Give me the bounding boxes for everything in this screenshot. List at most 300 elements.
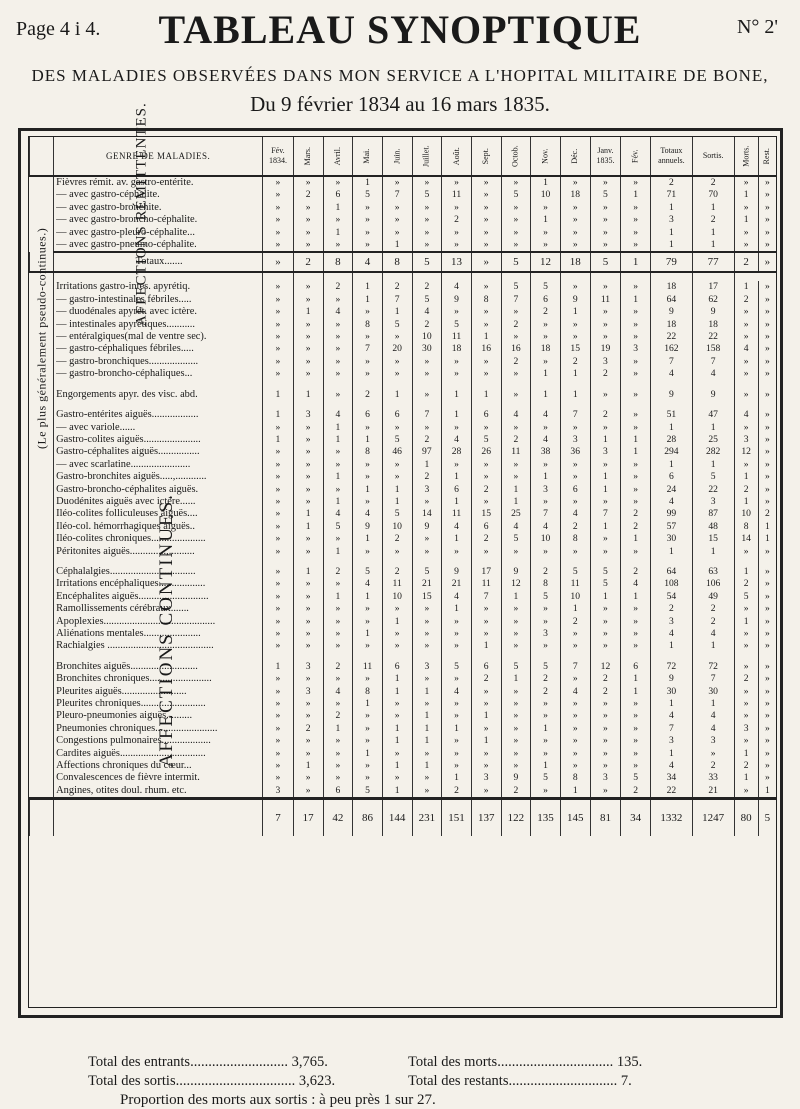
disease-name: Gastro-bronchites aiguës.....,............: [54, 471, 263, 483]
month-value: 1: [353, 748, 383, 760]
month-value: »: [501, 368, 531, 380]
month-value: »: [293, 772, 323, 784]
month-value: »: [621, 176, 651, 189]
month-value: »: [263, 578, 294, 590]
rest-value: »: [758, 496, 776, 508]
month-value: »: [263, 239, 294, 252]
sortis-value: 30: [692, 686, 734, 698]
sortis-value: 17: [692, 281, 734, 293]
rest-value: »: [758, 591, 776, 603]
month-value: »: [621, 306, 651, 318]
month-value: »: [590, 785, 621, 799]
spacer-cell: [692, 272, 734, 281]
grand-total-morts: 80: [734, 799, 758, 837]
month-value: 2: [442, 214, 472, 226]
month-value: »: [382, 471, 412, 483]
month-value: »: [621, 459, 651, 471]
month-value: »: [293, 698, 323, 710]
disease-name: Ramollissements cérébraux.......: [54, 603, 263, 615]
month-value: 2: [382, 566, 412, 578]
month-value: 3: [293, 409, 323, 421]
month-value: 1: [621, 446, 651, 458]
section-title: AFFECTIONS CONTINUES.: [155, 492, 177, 768]
month-value: »: [560, 735, 590, 747]
month-value: »: [293, 356, 323, 368]
month-value: 1: [353, 591, 383, 603]
disease-name: Totaux.......: [54, 252, 263, 272]
month-value: »: [293, 214, 323, 226]
spacer-cell: [471, 558, 501, 566]
month-value: »: [293, 748, 323, 760]
morts-value: 1: [734, 748, 758, 760]
month-value: »: [353, 723, 383, 735]
rest-value: »: [758, 578, 776, 590]
month-value: »: [293, 176, 323, 189]
sortis-header: Sortis.: [692, 137, 734, 176]
annual-total: 4: [651, 628, 693, 640]
grand-total-month: 7: [263, 799, 294, 837]
morts-value: »: [734, 546, 758, 558]
table-row: [30, 422, 777, 434]
table-row: [30, 446, 777, 458]
rest-value: »: [758, 239, 776, 252]
month-value: »: [501, 686, 531, 698]
month-value: 2: [412, 434, 442, 446]
month-value: 2: [382, 533, 412, 545]
spacer-cell: [692, 653, 734, 661]
month-value: »: [471, 306, 501, 318]
spacer-cell: [382, 401, 412, 409]
spacer-cell: [54, 401, 263, 409]
grand-total-month: 135: [531, 799, 561, 837]
rest-value: »: [758, 389, 776, 401]
month-value: 1: [263, 661, 294, 673]
month-value: 2: [590, 368, 621, 380]
month-value: 1: [382, 760, 412, 772]
month-value: »: [263, 471, 294, 483]
rest-value: »: [758, 686, 776, 698]
spacer-cell: [692, 401, 734, 409]
month-value: »: [263, 214, 294, 226]
morts-value: »: [734, 422, 758, 434]
month-value: 2: [560, 356, 590, 368]
month-value: 4: [560, 508, 590, 520]
month-value: 1: [471, 735, 501, 747]
month-header: Octob.: [501, 137, 531, 176]
rest-value: »: [758, 566, 776, 578]
month-value: 3: [263, 785, 294, 799]
month-header: Juin.: [382, 137, 412, 176]
month-value: »: [621, 239, 651, 252]
month-value: »: [590, 496, 621, 508]
spacer-cell: [442, 401, 472, 409]
annual-total: 54: [651, 591, 693, 603]
month-value: »: [621, 748, 651, 760]
month-value: 12: [501, 578, 531, 590]
month-value: »: [501, 748, 531, 760]
month-value: 1: [442, 389, 472, 401]
month-value: 2: [621, 521, 651, 533]
month-value: »: [560, 422, 590, 434]
disease-name: Iléo-colites folliculeuses aiguës....: [54, 508, 263, 520]
rest-value: »: [758, 319, 776, 331]
disease-name: Céphalalgies.................................: [54, 566, 263, 578]
month-value: 7: [590, 508, 621, 520]
month-value: 28: [442, 446, 472, 458]
month-value: »: [621, 616, 651, 628]
month-value: »: [531, 785, 561, 799]
spacer-cell: [323, 558, 353, 566]
morts-value: »: [734, 356, 758, 368]
month-value: »: [560, 227, 590, 239]
sortis-value: 9: [692, 389, 734, 401]
month-value: »: [471, 227, 501, 239]
month-value: »: [323, 628, 353, 640]
month-value: »: [323, 640, 353, 652]
month-value: 1: [293, 508, 323, 520]
month-value: 1: [382, 496, 412, 508]
month-value: 1: [353, 484, 383, 496]
month-value: »: [293, 785, 323, 799]
month-value: 18: [560, 252, 590, 272]
spacer-cell: [621, 401, 651, 409]
month-value: 4: [442, 686, 472, 698]
sortis-value: 1: [692, 202, 734, 214]
morts-value: 1: [734, 566, 758, 578]
month-value: 2: [471, 484, 501, 496]
month-value: 1: [590, 484, 621, 496]
month-value: »: [442, 673, 472, 685]
month-value: »: [412, 533, 442, 545]
month-value: »: [531, 496, 561, 508]
month-value: »: [293, 446, 323, 458]
sortis-value: 7: [692, 356, 734, 368]
month-value: 2: [293, 189, 323, 201]
month-value: »: [590, 546, 621, 558]
month-value: 1: [382, 616, 412, 628]
month-value: 4: [442, 521, 472, 533]
morts-value: »: [734, 710, 758, 722]
spacer-cell: [263, 558, 294, 566]
table-row: [30, 591, 777, 603]
sortis-value: 49: [692, 591, 734, 603]
month-value: »: [353, 356, 383, 368]
disease-name: — avec gastro-broncho-céphalite.: [54, 214, 263, 226]
month-value: 18: [442, 343, 472, 355]
morts-value: »: [734, 331, 758, 343]
spacer-cell: [734, 401, 758, 409]
month-value: 1: [382, 484, 412, 496]
month-value: »: [560, 546, 590, 558]
rest-value: »: [758, 422, 776, 434]
month-value: »: [323, 319, 353, 331]
table-row: [30, 368, 777, 380]
month-value: 2: [621, 566, 651, 578]
month-value: »: [382, 546, 412, 558]
month-value: »: [590, 640, 621, 652]
month-value: 8: [353, 686, 383, 698]
disease-name: Encéphalites aiguës...........................: [54, 591, 263, 603]
spacer-cell: [560, 401, 590, 409]
table-row: [30, 389, 777, 401]
month-value: »: [263, 227, 294, 239]
month-value: 8: [560, 533, 590, 545]
month-value: »: [531, 331, 561, 343]
month-value: »: [382, 214, 412, 226]
disease-name: Congestions pulmonaires...................: [54, 735, 263, 747]
month-value: »: [560, 239, 590, 252]
month-value: 2: [531, 306, 561, 318]
sortis-value: 70: [692, 189, 734, 201]
month-value: »: [353, 214, 383, 226]
spacer-cell: [323, 401, 353, 409]
morts-value: 12: [734, 446, 758, 458]
disease-name: — avec gastro-pneumo-céphalite.: [54, 239, 263, 252]
spacer-cell: [651, 381, 693, 389]
month-value: 5: [471, 434, 501, 446]
month-value: 38: [531, 446, 561, 458]
month-value: 2: [590, 686, 621, 698]
month-value: »: [263, 533, 294, 545]
month-value: »: [263, 368, 294, 380]
annual-total: 51: [651, 409, 693, 421]
month-value: 1: [263, 409, 294, 421]
table-row: [30, 603, 777, 615]
annual-total: 30: [651, 686, 693, 698]
month-value: »: [412, 368, 442, 380]
month-value: »: [471, 252, 501, 272]
entrants-value: 3,765.: [291, 1054, 328, 1070]
month-value: 6: [621, 661, 651, 673]
month-value: 8: [471, 294, 501, 306]
month-header: Nov.: [531, 137, 561, 176]
month-value: 7: [353, 343, 383, 355]
month-value: 1: [382, 389, 412, 401]
sortis-value: 2: [692, 176, 734, 189]
month-value: »: [471, 281, 501, 293]
month-value: »: [323, 772, 353, 784]
month-value: »: [353, 239, 383, 252]
month-value: »: [323, 760, 353, 772]
month-value: »: [412, 546, 442, 558]
page-label: Page 4 i 4.: [16, 18, 101, 40]
spacer-cell: [621, 272, 651, 281]
month-value: 6: [382, 409, 412, 421]
spacer-cell: [353, 558, 383, 566]
month-value: 1: [471, 710, 501, 722]
annual-total: 1: [651, 698, 693, 710]
section-title: AFFECTIONS RÉMITTENTES.: [133, 101, 150, 326]
spacer-cell: [263, 653, 294, 661]
month-value: 5: [412, 294, 442, 306]
restants-value: 7.: [620, 1073, 632, 1089]
month-value: »: [471, 368, 501, 380]
sortis-value: 1: [692, 227, 734, 239]
month-value: »: [590, 760, 621, 772]
rest-value: »: [758, 616, 776, 628]
month-value: »: [412, 239, 442, 252]
spacer-cell: [590, 381, 621, 389]
disease-name: Irritations encéphaliques..................: [54, 578, 263, 590]
month-value: 26: [471, 446, 501, 458]
month-value: »: [412, 673, 442, 685]
sortis-value: 2: [692, 616, 734, 628]
spacer-cell: [734, 558, 758, 566]
month-value: 7: [501, 294, 531, 306]
month-value: 10: [531, 533, 561, 545]
month-value: »: [471, 189, 501, 201]
morts-value: 135.: [616, 1054, 643, 1070]
month-value: »: [531, 748, 561, 760]
month-value: »: [293, 616, 323, 628]
month-value: »: [442, 710, 472, 722]
sortis-value: 3: [692, 496, 734, 508]
month-value: »: [382, 227, 412, 239]
table-row: [30, 723, 777, 735]
table-row: [30, 471, 777, 483]
grand-total-rest: 5: [758, 799, 776, 837]
month-value: »: [621, 227, 651, 239]
month-value: »: [263, 422, 294, 434]
page-subtitle: DES MALADIES OBSERVÉES DANS MON SERVICE A L'HOPITAL MILITAIRE DE BONE,: [31, 66, 769, 85]
sortis-value: 48: [692, 521, 734, 533]
month-value: »: [501, 306, 531, 318]
month-value: 5: [501, 189, 531, 201]
annual-total: 162: [651, 343, 693, 355]
morts-value: »: [734, 735, 758, 747]
month-value: »: [501, 459, 531, 471]
sortis-value: 77: [692, 252, 734, 272]
month-value: »: [293, 546, 323, 558]
disease-name: — gastro-intestinales fébriles.....: [54, 294, 263, 306]
month-value: 1: [412, 735, 442, 747]
month-value: »: [263, 616, 294, 628]
month-value: »: [293, 603, 323, 615]
annual-total: 64: [651, 566, 693, 578]
morts-value: 8: [734, 521, 758, 533]
month-value: »: [353, 735, 383, 747]
sortis-value: 2: [692, 214, 734, 226]
table-row: [30, 710, 777, 722]
month-value: »: [323, 331, 353, 343]
spacer-row: [30, 653, 777, 661]
morts-value: »: [734, 176, 758, 189]
rest-value: »: [758, 446, 776, 458]
month-value: 1: [353, 434, 383, 446]
table-row: [30, 628, 777, 640]
month-value: 1: [442, 723, 472, 735]
month-value: »: [263, 459, 294, 471]
month-value: 9: [412, 521, 442, 533]
month-value: »: [621, 723, 651, 735]
month-value: »: [501, 640, 531, 652]
grand-total-month: 42: [323, 799, 353, 837]
month-value: 11: [353, 661, 383, 673]
disease-name: Irritations gastro-intes. apyrétiq.: [54, 281, 263, 293]
month-value: »: [590, 281, 621, 293]
month-value: 10: [560, 591, 590, 603]
month-value: »: [412, 628, 442, 640]
annual-total: 99: [651, 508, 693, 520]
month-value: 5: [501, 281, 531, 293]
month-value: »: [263, 331, 294, 343]
month-value: 1: [353, 176, 383, 189]
month-value: »: [382, 202, 412, 214]
month-value: »: [353, 760, 383, 772]
month-value: 4: [353, 578, 383, 590]
month-value: »: [293, 533, 323, 545]
month-value: 2: [531, 673, 561, 685]
month-value: 1: [471, 389, 501, 401]
sortis-value: 1: [692, 546, 734, 558]
table-row: [30, 673, 777, 685]
month-value: »: [382, 710, 412, 722]
month-value: 1: [353, 628, 383, 640]
month-header: Mars.: [293, 137, 323, 176]
month-value: »: [471, 748, 501, 760]
grand-total-month: 34: [621, 799, 651, 837]
sortis-value: 47: [692, 409, 734, 421]
month-value: »: [621, 471, 651, 483]
month-value: 1: [590, 591, 621, 603]
sortis-value: 15: [692, 533, 734, 545]
month-value: 3: [293, 686, 323, 698]
morts-value: 14: [734, 533, 758, 545]
month-value: 11: [590, 294, 621, 306]
month-value: »: [293, 628, 323, 640]
month-value: »: [412, 227, 442, 239]
month-value: 2: [560, 616, 590, 628]
month-value: »: [382, 459, 412, 471]
month-value: 5: [590, 566, 621, 578]
month-value: 5: [590, 578, 621, 590]
month-value: 3: [590, 356, 621, 368]
month-value: »: [323, 214, 353, 226]
rest-value: »: [758, 343, 776, 355]
month-header: Fév.: [621, 137, 651, 176]
rest-value: 1: [758, 533, 776, 545]
month-value: 7: [382, 294, 412, 306]
month-value: 6: [471, 521, 501, 533]
genre-header: GENRE DE MALADIES.: [54, 137, 263, 176]
month-value: »: [263, 748, 294, 760]
sortis-value: 62: [692, 294, 734, 306]
month-value: 4: [560, 686, 590, 698]
month-value: 2: [621, 508, 651, 520]
month-value: »: [263, 189, 294, 201]
month-value: »: [353, 227, 383, 239]
annual-total: 4: [651, 710, 693, 722]
spacer-cell: [621, 558, 651, 566]
month-value: 1: [293, 306, 323, 318]
month-value: 9: [560, 294, 590, 306]
morts-value: »: [734, 785, 758, 799]
month-value: »: [560, 698, 590, 710]
month-value: 1: [501, 591, 531, 603]
table-row: [30, 496, 777, 508]
rest-value: »: [758, 368, 776, 380]
month-value: »: [590, 319, 621, 331]
month-value: »: [501, 214, 531, 226]
disease-name: Apoplexies...........................................: [54, 616, 263, 628]
month-value: »: [323, 239, 353, 252]
rest-value: »: [758, 710, 776, 722]
morts-value: »: [734, 202, 758, 214]
month-value: »: [442, 735, 472, 747]
month-value: »: [501, 422, 531, 434]
month-value: »: [293, 471, 323, 483]
annual-total: 64: [651, 294, 693, 306]
